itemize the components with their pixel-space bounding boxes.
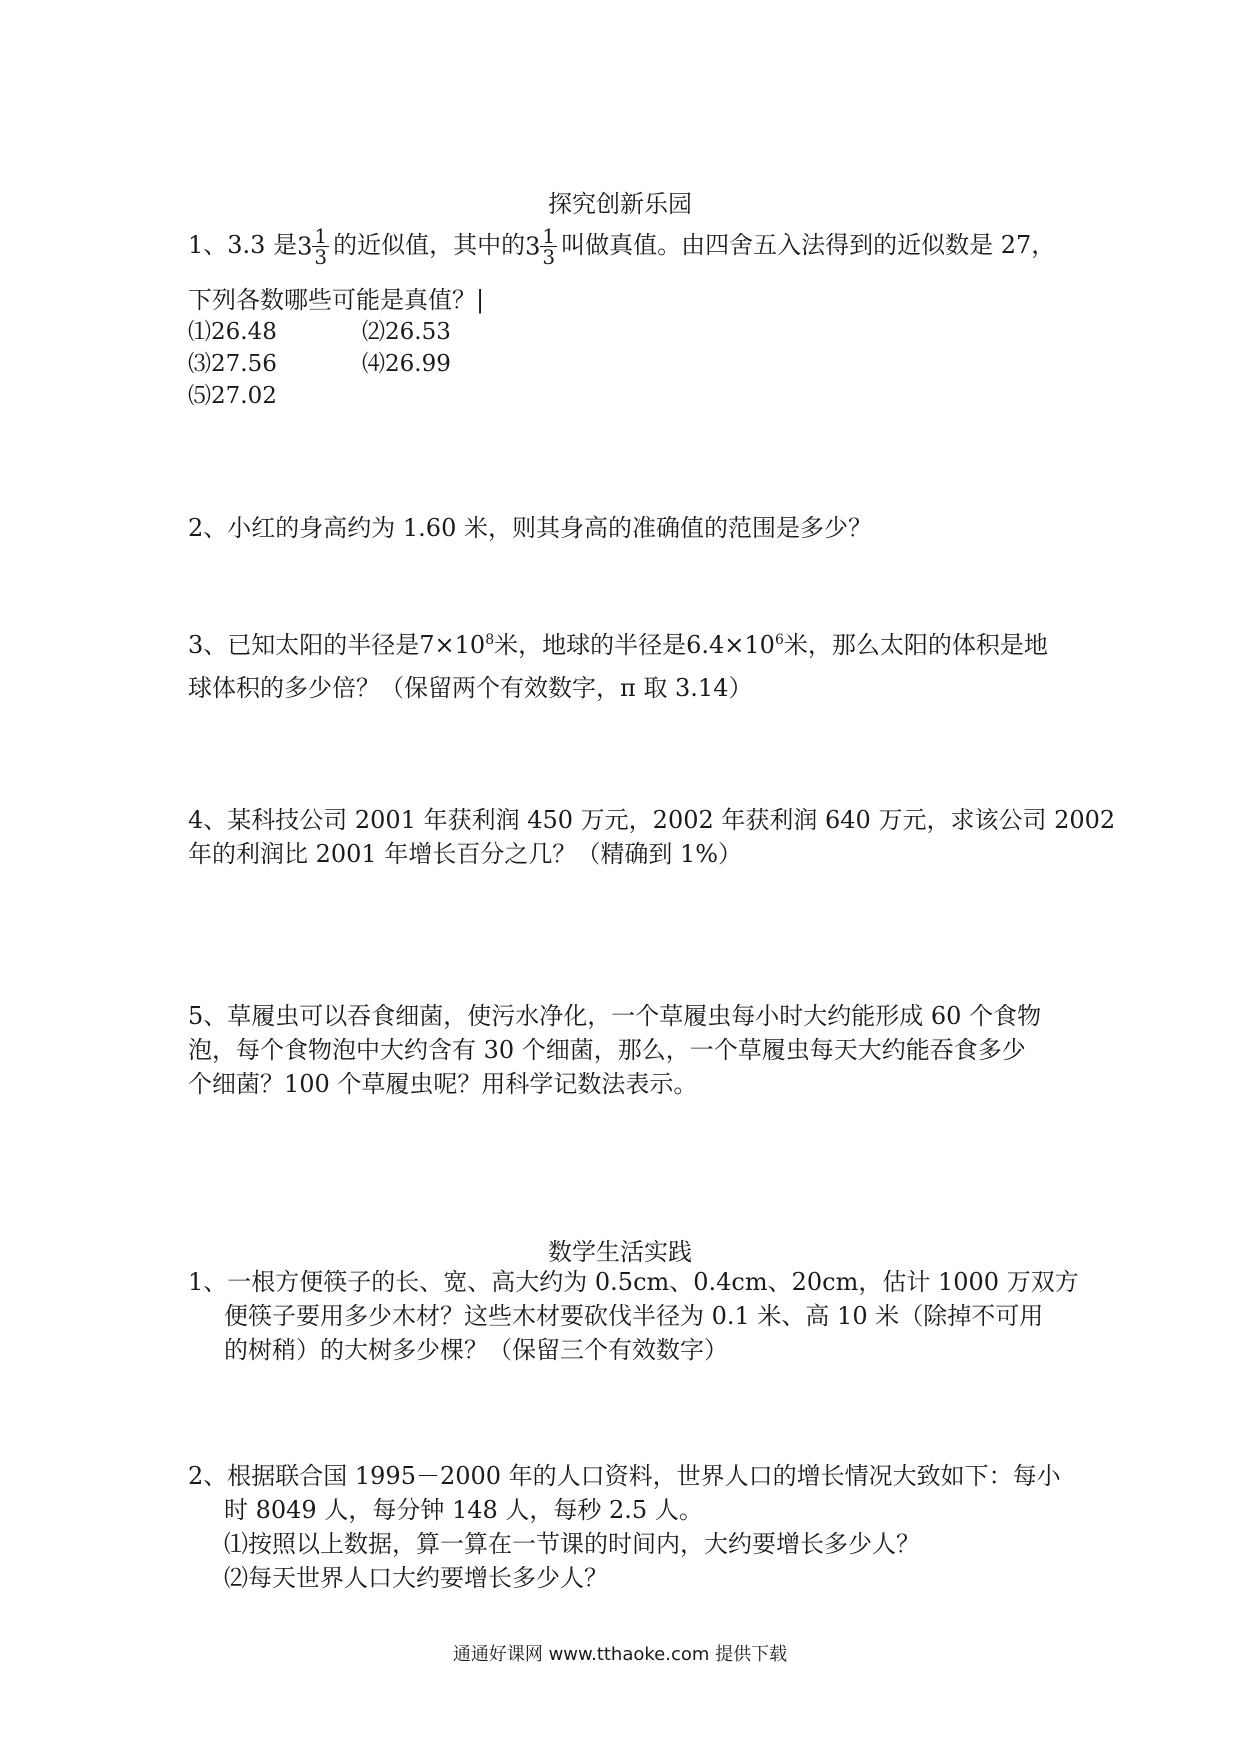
section-title-explore: 探究创新乐园: [548, 190, 692, 218]
q1-fraction-1: [312, 226, 329, 267]
question-5-line-2: 泡，每个食物泡中大约含有 30 个细菌，那么，一个草履虫每天大约能吞食多少: [188, 1036, 1026, 1064]
q1-frac2-whole: 3: [525, 232, 541, 261]
q1-frac1-denominator: 3: [314, 245, 328, 269]
q3-expr1-exponent: 8: [485, 632, 495, 648]
practice-question-1-line-3: 的树稍）的大树多少棵？（保留三个有效数字）: [224, 1336, 728, 1364]
practice-question-2-sub-1: ⑴按照以上数据，算一算在一节课的时间内，大约要增长多少人？: [224, 1530, 920, 1558]
q1-frac1-numerator: 1: [314, 224, 328, 248]
q1-text-b: 的近似值，其中的: [333, 231, 526, 259]
question-4-line-2: 年的利润比 2001 年增长百分之几？（精确到 1%）: [188, 840, 743, 868]
question-5-line-1: 5、草履虫可以吞食细菌，使污水净化，一个草履虫每小时大约能形成 60 个食物: [188, 1002, 1042, 1030]
q3-expr2-base: 6.4×10: [686, 631, 775, 659]
q3-expr1-base: 7×10: [419, 631, 486, 659]
practice-question-1-line-2: 便筷子要用多少木材？这些木材要砍伐半径为 0.1 米、高 10 米（除掉不可用: [224, 1302, 1044, 1330]
question-4-line-1: 4、某科技公司 2001 年获利润 450 万元，2002 年获利润 640 万元，求该公司 2002: [188, 806, 1116, 834]
section-title-practice: 数学生活实践: [548, 1238, 692, 1266]
q1-option-1: ⑴26.48: [188, 319, 277, 345]
q1-text-a: 1、3.3 是: [188, 231, 298, 259]
practice-question-2-line-1: 2、根据联合国 1995－2000 年的人口资料，世界人口的增长情况大致如下：每小: [188, 1462, 1061, 1490]
q1-frac2-denominator: 3: [542, 245, 556, 269]
q3-expr-sun-radius: [419, 631, 494, 659]
question-5-line-3: 个细菌？100 个草履虫呢？用科学记数法表示。: [188, 1070, 698, 1098]
question-3-line-1: [188, 624, 1048, 661]
q3-text-c: 米，那么太阳的体积是地: [783, 631, 1048, 659]
question-1-line-2: 下列各数哪些可能是真值？|: [188, 286, 485, 314]
practice-question-2-sub-2: ⑵每天世界人口大约要增长多少人？: [224, 1564, 608, 1592]
q3-expr2-exponent: 6: [774, 632, 784, 648]
q3-text-a: 3、已知太阳的半径是: [188, 631, 420, 659]
q1-frac1-whole: 3: [297, 232, 313, 261]
q3-expr-earth-radius: [686, 631, 784, 659]
q1-text-c: 叫做真值。由四舍五入法得到的近似数是 27，: [561, 231, 1056, 259]
q3-text-b: 米，地球的半径是: [494, 631, 687, 659]
footer-source: 通通好课网 www.tthaoke.com 提供下载: [452, 1644, 788, 1665]
question-2: 2、小红的身高约为 1.60 米，则其身高的准确值的范围是多少？: [188, 514, 872, 542]
q1-option-2: ⑵26.53: [362, 319, 451, 345]
q1-fraction-2: [540, 226, 557, 267]
question-3-line-2: 球体积的多少倍？（保留两个有效数字，π 取 3.14）: [188, 674, 753, 702]
question-1-line-1: [188, 226, 1055, 267]
practice-question-2-line-2: 时 8049 人，每分钟 148 人，每秒 2.5 人。: [224, 1496, 703, 1524]
q1-option-5: ⑸27.02: [188, 383, 277, 409]
practice-question-1-line-1: 1、一根方便筷子的长、宽、高大约为 0.5cm、0.4cm、20cm，估计 1000 万双方: [188, 1268, 1079, 1296]
q1-option-4: ⑷26.99: [362, 351, 451, 377]
q1-frac2-numerator: 1: [542, 224, 556, 248]
q1-option-3: ⑶27.56: [188, 351, 277, 377]
